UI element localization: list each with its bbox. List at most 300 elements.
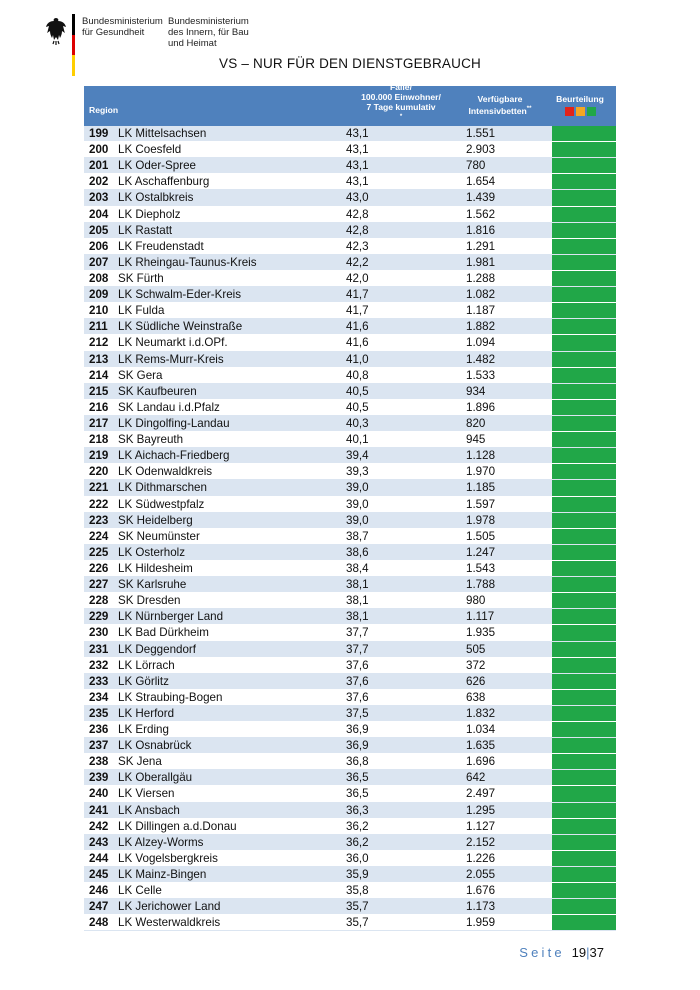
cell-rating-green — [552, 174, 616, 189]
cell-rank: 205 — [89, 223, 109, 237]
cell-rating-green — [552, 658, 616, 673]
cell-icu-beds: 820 — [466, 416, 486, 430]
table-row — [84, 561, 616, 577]
cell-icu-beds: 626 — [466, 674, 486, 688]
cell-rank: 206 — [89, 239, 109, 253]
cell-rating-green — [552, 497, 616, 512]
cell-rating-green — [552, 915, 616, 930]
cell-rank: 230 — [89, 626, 109, 640]
cell-icu-beds: 1.034 — [466, 723, 496, 737]
cell-cases: 35,9 — [346, 868, 369, 882]
cell-cases: 43,0 — [346, 191, 369, 205]
cell-cases: 43,1 — [346, 143, 369, 157]
cell-rating-green — [552, 480, 616, 495]
table-row — [84, 223, 616, 239]
cell-region-name: LK Bad Dürkheim — [118, 626, 209, 640]
cell-cases: 43,1 — [346, 175, 369, 189]
cell-cases: 41,7 — [346, 288, 369, 302]
cell-rank: 248 — [89, 916, 109, 930]
cell-cases: 40,5 — [346, 384, 369, 398]
cell-region-name: LK Mainz-Bingen — [118, 868, 207, 882]
cell-rating-green — [552, 899, 616, 914]
cell-cases: 38,1 — [346, 610, 369, 624]
cell-region-name: LK Deggendorf — [118, 642, 196, 656]
table-row — [84, 239, 616, 255]
cell-cases: 41,6 — [346, 336, 369, 350]
cell-rating-green — [552, 287, 616, 302]
cell-rating-green — [552, 674, 616, 689]
cell-icu-beds: 1.295 — [466, 803, 496, 817]
cell-region-name: SK Kaufbeuren — [118, 384, 197, 398]
cell-rank: 247 — [89, 900, 109, 914]
cell-rating-green — [552, 335, 616, 350]
cell-region-name: SK Karlsruhe — [118, 578, 187, 592]
cell-icu-beds: 980 — [466, 594, 486, 608]
cell-cases: 40,5 — [346, 400, 369, 414]
table-row — [84, 497, 616, 513]
cell-region-name: LK Rems-Murr-Kreis — [118, 352, 224, 366]
icu-footnote-mark: ** — [526, 106, 532, 113]
cell-region-name: LK Fulda — [118, 304, 165, 318]
header-region: Region — [89, 105, 119, 115]
cell-cases: 43,1 — [346, 159, 369, 173]
cell-cases: 39,0 — [346, 513, 369, 527]
table-row — [84, 207, 616, 223]
legend-red-swatch — [565, 107, 574, 116]
cell-cases: 37,5 — [346, 706, 369, 720]
cell-rating-green — [552, 126, 616, 141]
cell-icu-beds: 1.128 — [466, 449, 496, 463]
cell-cases: 42,8 — [346, 223, 369, 237]
cell-rank: 238 — [89, 755, 109, 769]
page-footer — [519, 945, 604, 960]
cell-icu-beds: 642 — [466, 771, 486, 785]
page-label: Seite — [519, 945, 565, 960]
cell-rank: 244 — [89, 851, 109, 865]
table-row — [84, 690, 616, 706]
cell-region-name: SK Neumünster — [118, 529, 200, 543]
cell-region-name: LK Rheingau-Taunus-Kreis — [118, 255, 257, 269]
cell-icu-beds: 1.788 — [466, 578, 496, 592]
cell-rating-green — [552, 303, 616, 318]
cell-cases: 39,0 — [346, 481, 369, 495]
classification-heading: VS – NUR FÜR DEN DIENSTGEBRAUCH — [219, 56, 481, 71]
cell-rating-green — [552, 722, 616, 737]
cell-region-name: LK Aschaffenburg — [118, 175, 210, 189]
cell-region-name: LK Rastatt — [118, 223, 173, 237]
cell-icu-beds: 1.562 — [466, 207, 496, 221]
cell-icu-beds: 1.896 — [466, 400, 496, 414]
table-row — [84, 529, 616, 545]
table-row — [84, 642, 616, 658]
cell-rank: 217 — [89, 416, 109, 430]
table-row — [84, 835, 616, 851]
table-row — [84, 335, 616, 351]
cell-region-name: LK Mittelsachsen — [118, 127, 207, 140]
cell-rating-green — [552, 642, 616, 657]
cell-rank: 240 — [89, 787, 109, 801]
table-header-row — [84, 82, 616, 126]
cell-icu-beds: 1.551 — [466, 127, 496, 140]
cell-cases: 36,8 — [346, 755, 369, 769]
cell-cases: 39,3 — [346, 465, 369, 479]
legend-yellow-swatch — [576, 107, 585, 116]
cell-icu-beds: 1.247 — [466, 545, 496, 559]
table-row — [84, 303, 616, 319]
cell-rank: 232 — [89, 658, 109, 672]
cell-rating-green — [552, 593, 616, 608]
cell-rating-green — [552, 464, 616, 479]
cell-icu-beds: 1.676 — [466, 884, 496, 898]
cell-rank: 237 — [89, 739, 109, 753]
cell-icu-beds: 1.173 — [466, 900, 496, 914]
cell-icu-beds: 2.055 — [466, 868, 496, 882]
cell-cases: 38,6 — [346, 545, 369, 559]
cell-cases: 39,0 — [346, 497, 369, 511]
cell-rank: 213 — [89, 352, 109, 366]
cell-rating-green — [552, 754, 616, 769]
cell-icu-beds: 1.226 — [466, 851, 496, 865]
header-icu-beds: Verfügbare Intensivbetten** — [468, 94, 532, 116]
cell-rank: 208 — [89, 271, 109, 285]
cell-rating-green — [552, 142, 616, 157]
cell-rank: 219 — [89, 449, 109, 463]
cell-cases: 42,0 — [346, 271, 369, 285]
cell-icu-beds: 1.187 — [466, 304, 496, 318]
table-row — [84, 754, 616, 770]
cell-rank: 203 — [89, 191, 109, 205]
cell-region-name: LK Osnabrück — [118, 739, 192, 753]
cell-cases: 36,0 — [346, 851, 369, 865]
cell-rating-green — [552, 239, 616, 254]
cell-icu-beds: 1.935 — [466, 626, 496, 640]
header-cases: Fälle/ 100.000 Einwohner/ 7 Tage kumulativ * — [361, 82, 441, 120]
cell-cases: 36,2 — [346, 819, 369, 833]
cell-rank: 220 — [89, 465, 109, 479]
cell-region-name: LK Südliche Weinstraße — [118, 320, 243, 334]
cell-rating-green — [552, 319, 616, 334]
cell-rank: 231 — [89, 642, 109, 656]
cell-rating-green — [552, 819, 616, 834]
table-row — [84, 883, 616, 899]
cell-rank: 215 — [89, 384, 109, 398]
cell-icu-beds: 1.696 — [466, 755, 496, 769]
cell-cases: 38,7 — [346, 529, 369, 543]
cases-footnote-mark: * — [399, 114, 403, 120]
cell-region-name: SK Dresden — [118, 594, 181, 608]
cell-icu-beds: 1.981 — [466, 255, 496, 269]
cell-rank: 228 — [89, 594, 109, 608]
cell-rating-green — [552, 158, 616, 173]
cell-cases: 40,1 — [346, 433, 369, 447]
region-table — [84, 82, 616, 931]
cell-icu-beds: 1.654 — [466, 175, 496, 189]
cell-cases: 37,7 — [346, 626, 369, 640]
page-total: 37 — [589, 945, 604, 960]
table-row — [84, 432, 616, 448]
cell-region-name: LK Görlitz — [118, 674, 169, 688]
cell-cases: 38,1 — [346, 594, 369, 608]
table-row — [84, 416, 616, 432]
cell-rank: 207 — [89, 255, 109, 269]
header-rating: Beurteilung — [544, 86, 616, 126]
cell-rank: 211 — [89, 320, 108, 334]
table-row — [84, 819, 616, 835]
table-row — [84, 480, 616, 496]
cell-icu-beds: 372 — [466, 658, 486, 672]
cell-icu-beds: 934 — [466, 384, 486, 398]
cell-region-name: LK Viersen — [118, 787, 175, 801]
cell-region-name: LK Dingolfing-Landau — [118, 416, 230, 430]
cell-rank: 222 — [89, 497, 109, 511]
cell-rating-green — [552, 577, 616, 592]
cell-rating-green — [552, 223, 616, 238]
cell-icu-beds: 1.117 — [466, 610, 495, 624]
cell-icu-beds: 1.597 — [466, 497, 496, 511]
cell-rating-green — [552, 803, 616, 818]
cell-rank: 234 — [89, 690, 109, 704]
cell-region-name: SK Jena — [118, 755, 162, 769]
table-row — [84, 803, 616, 819]
cell-cases: 36,3 — [346, 803, 369, 817]
cell-rank: 221 — [89, 481, 109, 495]
cell-rating-green — [552, 352, 616, 367]
cell-region-name: LK Freudenstadt — [118, 239, 204, 253]
cell-region-name: LK Dithmarschen — [118, 481, 207, 495]
cell-rank: 235 — [89, 706, 109, 720]
cell-cases: 39,4 — [346, 449, 369, 463]
table-row — [84, 384, 616, 400]
cell-cases: 43,1 — [346, 127, 369, 140]
table-row — [84, 126, 616, 142]
table-row — [84, 770, 616, 786]
ministry-health-label: Bundesministerium für Gesundheit — [82, 16, 163, 38]
cell-rank: 212 — [89, 336, 109, 350]
cell-cases: 38,4 — [346, 561, 369, 575]
cell-region-name: LK Schwalm-Eder-Kreis — [118, 288, 242, 302]
cell-icu-beds: 1.439 — [466, 191, 496, 205]
cell-icu-beds: 1.094 — [466, 336, 496, 350]
cell-rating-green — [552, 207, 616, 222]
cell-region-name: LK Lörrach — [118, 658, 175, 672]
cell-cases: 36,5 — [346, 771, 369, 785]
cell-rating-green — [552, 190, 616, 205]
cell-icu-beds: 1.970 — [466, 465, 496, 479]
cell-region-name: SK Gera — [118, 368, 163, 382]
cell-rank: 201 — [89, 159, 109, 173]
table-row — [84, 142, 616, 158]
cell-rating-green — [552, 738, 616, 753]
table-row — [84, 352, 616, 368]
cell-rating-green — [552, 867, 616, 882]
table-body — [84, 126, 616, 931]
table-row — [84, 658, 616, 674]
cell-rank: 223 — [89, 513, 109, 527]
cell-rating-green — [552, 368, 616, 383]
table-row — [84, 706, 616, 722]
cell-rank: 216 — [89, 400, 109, 414]
page-separator: | — [586, 945, 590, 960]
cell-rank: 209 — [89, 288, 109, 302]
cell-region-name: LK Westerwaldkreis — [118, 916, 221, 930]
cell-icu-beds: 1.959 — [466, 916, 496, 930]
table-row — [84, 400, 616, 416]
table-row — [84, 577, 616, 593]
cell-cases: 35,8 — [346, 884, 369, 898]
cell-icu-beds: 2.497 — [466, 787, 496, 801]
cell-icu-beds: 1.127 — [466, 819, 496, 833]
table-row — [84, 174, 616, 190]
cell-cases: 37,6 — [346, 690, 369, 704]
cell-region-name: SK Heidelberg — [118, 513, 193, 527]
cell-cases: 35,7 — [346, 916, 369, 930]
cell-icu-beds: 780 — [466, 159, 486, 173]
cell-rating-green — [552, 448, 616, 463]
cell-rank: 239 — [89, 771, 109, 785]
cell-region-name: LK Straubing-Bogen — [118, 690, 223, 704]
table-row — [84, 464, 616, 480]
cell-icu-beds: 945 — [466, 433, 486, 447]
cell-region-name: LK Ostalbkreis — [118, 191, 194, 205]
cell-region-name: LK Odenwaldkreis — [118, 465, 213, 479]
table-row — [84, 851, 616, 867]
cell-icu-beds: 1.978 — [466, 513, 496, 527]
cell-rating-green — [552, 384, 616, 399]
cell-rating-green — [552, 706, 616, 721]
table-row — [84, 899, 616, 915]
cell-icu-beds: 1.185 — [466, 481, 496, 495]
cell-rank: 241 — [89, 803, 109, 817]
cell-icu-beds: 1.533 — [466, 368, 496, 382]
cell-region-name: LK Diepholz — [118, 207, 181, 221]
cell-rating-green — [552, 770, 616, 785]
cell-cases: 35,7 — [346, 900, 369, 914]
cell-rating-green — [552, 416, 616, 431]
cell-region-name: SK Landau i.d.Pfalz — [118, 400, 220, 414]
cell-cases: 40,8 — [346, 368, 369, 382]
table-row — [84, 448, 616, 464]
cell-rank: 224 — [89, 529, 109, 543]
cell-region-name: LK Jerichower Land — [118, 900, 221, 914]
cell-region-name: LK Südwestpfalz — [118, 497, 205, 511]
cell-icu-beds: 1.543 — [466, 561, 496, 575]
cell-region-name: SK Fürth — [118, 271, 164, 285]
cell-region-name: LK Hildesheim — [118, 561, 193, 575]
cell-rating-green — [552, 609, 616, 624]
table-row — [84, 867, 616, 883]
cell-rating-green — [552, 271, 616, 286]
ministry-interior-label: Bundesministerium des Innern, für Bau und Heimat — [168, 16, 249, 49]
cell-icu-beds: 1.482 — [466, 352, 496, 366]
cell-icu-beds: 1.832 — [466, 706, 496, 720]
cell-rating-green — [552, 529, 616, 544]
table-row — [84, 158, 616, 174]
cell-cases: 42,8 — [346, 207, 369, 221]
cell-rank: 214 — [89, 368, 109, 382]
cell-rank: 246 — [89, 884, 109, 898]
cell-cases: 36,9 — [346, 739, 369, 753]
table-row — [84, 319, 616, 335]
cell-cases: 41,6 — [346, 320, 369, 334]
cell-rating-green — [552, 561, 616, 576]
table-row — [84, 915, 616, 931]
cell-icu-beds: 1.635 — [466, 739, 496, 753]
cell-region-name: LK Oder-Spree — [118, 159, 196, 173]
cell-region-name: LK Aichach-Friedberg — [118, 449, 230, 463]
cell-region-name: LK Nürnberger Land — [118, 610, 224, 624]
cell-rank: 210 — [89, 304, 109, 318]
cell-cases: 41,7 — [346, 304, 369, 318]
cell-icu-beds: 2.152 — [466, 835, 496, 849]
cell-cases: 36,5 — [346, 787, 369, 801]
cell-region-name: SK Bayreuth — [118, 433, 184, 447]
table-row — [84, 287, 616, 303]
cell-rating-green — [552, 786, 616, 801]
cell-icu-beds: 1.082 — [466, 288, 496, 302]
cell-icu-beds: 1.882 — [466, 320, 496, 334]
cell-rank: 243 — [89, 835, 109, 849]
cell-rating-green — [552, 851, 616, 866]
table-row — [84, 513, 616, 529]
cell-rank: 225 — [89, 545, 109, 559]
cell-rank: 245 — [89, 868, 109, 882]
cell-cases: 42,3 — [346, 239, 369, 253]
cell-rating-green — [552, 690, 616, 705]
cell-region-name: LK Celle — [118, 884, 162, 898]
cell-cases: 40,3 — [346, 416, 369, 430]
cell-region-name: LK Coesfeld — [118, 143, 182, 157]
cell-region-name: LK Neumarkt i.d.OPf. — [118, 336, 228, 350]
cell-rating-green — [552, 835, 616, 850]
cell-rank: 200 — [89, 143, 109, 157]
cell-icu-beds: 505 — [466, 642, 486, 656]
cell-rating-green — [552, 625, 616, 640]
page-number: 19 — [571, 945, 587, 960]
table-row — [84, 674, 616, 690]
table-row — [84, 190, 616, 206]
cell-icu-beds: 1.291 — [466, 239, 496, 253]
cell-icu-beds: 1.288 — [466, 271, 496, 285]
rating-legend — [565, 107, 596, 116]
cell-rating-green — [552, 432, 616, 447]
cell-rank: 199 — [89, 127, 109, 140]
table-row — [84, 609, 616, 625]
cell-rank: 227 — [89, 578, 109, 592]
cell-rank: 204 — [89, 207, 109, 221]
cell-rating-green — [552, 883, 616, 898]
cell-region-name: LK Alzey-Worms — [118, 835, 204, 849]
cell-region-name: LK Erding — [118, 723, 169, 737]
table-row — [84, 593, 616, 609]
cell-rating-green — [552, 255, 616, 270]
cell-cases: 38,1 — [346, 578, 369, 592]
table-row — [84, 738, 616, 754]
cell-region-name: LK Ansbach — [118, 803, 180, 817]
cell-icu-beds: 638 — [466, 690, 486, 704]
cell-rank: 242 — [89, 819, 109, 833]
cell-rating-green — [552, 513, 616, 528]
cell-rank: 229 — [89, 610, 109, 624]
federal-eagle-icon — [44, 16, 68, 46]
cell-rank: 218 — [89, 433, 109, 447]
cell-cases: 37,6 — [346, 674, 369, 688]
cell-rank: 236 — [89, 723, 109, 737]
cell-cases: 36,2 — [346, 835, 369, 849]
cell-region-name: LK Herford — [118, 706, 175, 720]
cell-icu-beds: 2.903 — [466, 143, 496, 157]
cell-cases: 36,9 — [346, 723, 369, 737]
table-row — [84, 271, 616, 287]
